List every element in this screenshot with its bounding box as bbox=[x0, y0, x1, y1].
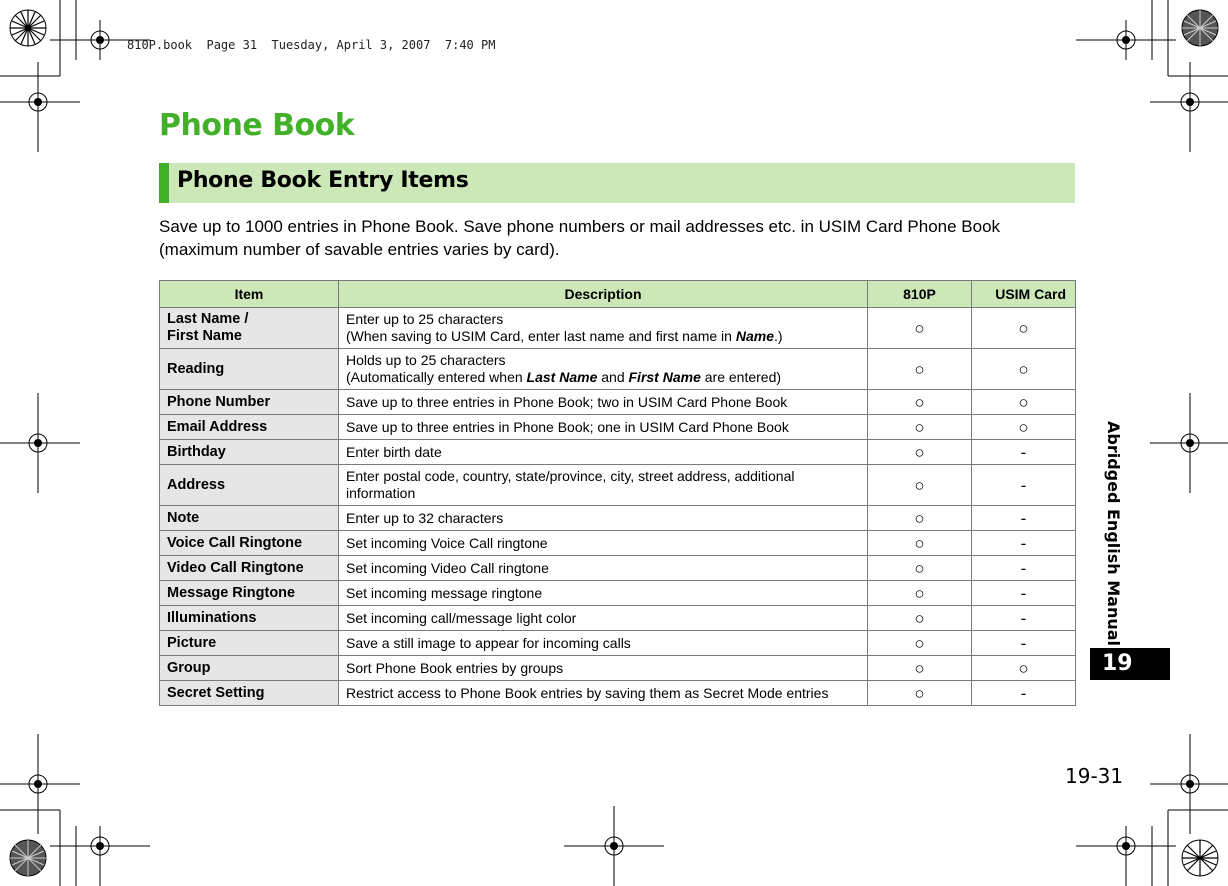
row-810p-support: ○ bbox=[868, 531, 972, 556]
row-810p-support: ○ bbox=[868, 656, 972, 681]
starburst-br bbox=[1182, 840, 1218, 876]
column-header-description: Description bbox=[339, 281, 868, 308]
row-usim-support: - bbox=[972, 581, 1076, 606]
table-row bbox=[160, 349, 1076, 390]
row-item: Note bbox=[160, 506, 339, 531]
table-row bbox=[160, 390, 1076, 415]
desc-text: .) bbox=[773, 328, 783, 344]
starburst-bl bbox=[10, 840, 46, 876]
page-number: 19-31 bbox=[1065, 764, 1124, 788]
row-810p-support: ○ bbox=[868, 681, 972, 706]
row-usim-support: - bbox=[972, 465, 1076, 506]
row-item: Group bbox=[160, 656, 339, 681]
row-810p-support: ○ bbox=[868, 415, 972, 440]
row-description-line: Enter up to 25 characters bbox=[346, 311, 504, 327]
desc-text: and bbox=[597, 369, 629, 385]
table-row bbox=[160, 556, 1076, 581]
print-header: 810P.book Page 31 Tuesday, April 3, 2007 7:40 PM bbox=[127, 38, 496, 52]
row-item: Secret Setting bbox=[160, 681, 339, 706]
row-810p-support: ○ bbox=[868, 506, 972, 531]
row-item: Voice Call Ringtone bbox=[160, 531, 339, 556]
row-usim-support: - bbox=[972, 531, 1076, 556]
registration-mark-bl bbox=[50, 826, 150, 886]
intro-paragraph: Save up to 1000 entries in Phone Book. Save phone numbers or mail addresses etc. in USIM Card Phone Book (maximum number of savable entries varies by card). bbox=[159, 217, 1001, 259]
section-header-bar bbox=[159, 163, 1075, 203]
field-name: First Name bbox=[628, 369, 701, 385]
row-description: Save up to three entries in Phone Book; one in USIM Card Phone Book bbox=[339, 415, 868, 440]
table-row bbox=[160, 606, 1076, 631]
row-description-line bbox=[346, 328, 860, 345]
row-810p-support: ○ bbox=[868, 465, 972, 506]
row-usim-support: - bbox=[972, 631, 1076, 656]
row-description: Set incoming call/message light color bbox=[339, 606, 868, 631]
row-810p-support: ○ bbox=[868, 556, 972, 581]
table-row bbox=[160, 631, 1076, 656]
table-row bbox=[160, 440, 1076, 465]
row-item: Phone Number bbox=[160, 390, 339, 415]
row-usim-support: - bbox=[972, 440, 1076, 465]
row-description: Set incoming message ringtone bbox=[339, 581, 868, 606]
table-row bbox=[160, 506, 1076, 531]
desc-text: (Automatically entered when bbox=[346, 369, 527, 385]
row-description: Sort Phone Book entries by groups bbox=[339, 656, 868, 681]
row-usim-support: ○ bbox=[972, 415, 1076, 440]
chapter-badge bbox=[1090, 648, 1170, 680]
row-810p-support: ○ bbox=[868, 349, 972, 390]
row-810p-support: ○ bbox=[868, 606, 972, 631]
row-item-line: Last Name / bbox=[167, 311, 249, 327]
row-usim-support: ○ bbox=[972, 349, 1076, 390]
registration-mark-br bbox=[1076, 826, 1176, 886]
field-name: Name bbox=[735, 328, 774, 344]
row-usim-support: ○ bbox=[972, 390, 1076, 415]
column-header-item: Item bbox=[160, 281, 339, 308]
row-810p-support: ○ bbox=[868, 631, 972, 656]
starburst-tr bbox=[1182, 10, 1218, 46]
row-description-line: Holds up to 25 characters bbox=[346, 352, 506, 368]
table-row bbox=[160, 581, 1076, 606]
table-row bbox=[160, 531, 1076, 556]
row-description: Save up to three entries in Phone Book; two in USIM Card Phone Book bbox=[339, 390, 868, 415]
row-item: Email Address bbox=[160, 415, 339, 440]
row-description bbox=[339, 308, 868, 349]
row-description: Save a still image to appear for incoming calls bbox=[339, 631, 868, 656]
row-item: Message Ringtone bbox=[160, 581, 339, 606]
desc-text: are entered) bbox=[700, 369, 782, 385]
column-header-810p: 810P bbox=[868, 281, 972, 308]
desc-text: (When saving to USIM Card, enter last name and first name in bbox=[346, 328, 736, 344]
row-item: Illuminations bbox=[160, 606, 339, 631]
table-row bbox=[160, 308, 1076, 349]
row-description: Set incoming Voice Call ringtone bbox=[339, 531, 868, 556]
row-description: Enter up to 32 characters bbox=[339, 506, 868, 531]
row-item-line: First Name bbox=[167, 328, 242, 344]
section-title: Phone Book Entry Items bbox=[177, 168, 469, 193]
table-header-row bbox=[160, 281, 1076, 308]
row-description-line bbox=[346, 369, 860, 386]
row-description: Restrict access to Phone Book entries by saving them as Secret Mode entries bbox=[339, 681, 868, 706]
column-header-usim-card: USIM Card bbox=[972, 281, 1076, 308]
row-item: Birthday bbox=[160, 440, 339, 465]
row-description: Enter postal code, country, state/province, city, street address, additional information bbox=[339, 465, 868, 506]
entry-items-table bbox=[159, 280, 1076, 706]
row-item: Address bbox=[160, 465, 339, 506]
table-row bbox=[160, 656, 1076, 681]
side-tab-label: Abridged English Manual bbox=[1104, 421, 1123, 646]
row-usim-support: - bbox=[972, 556, 1076, 581]
row-description: Set incoming Video Call ringtone bbox=[339, 556, 868, 581]
row-item: Picture bbox=[160, 631, 339, 656]
row-810p-support: ○ bbox=[868, 581, 972, 606]
row-usim-support: ○ bbox=[972, 656, 1076, 681]
row-usim-support: - bbox=[972, 506, 1076, 531]
row-description: Enter birth date bbox=[339, 440, 868, 465]
row-810p-support: ○ bbox=[868, 440, 972, 465]
chapter-number: 19 bbox=[1102, 651, 1133, 676]
row-item: Video Call Ringtone bbox=[160, 556, 339, 581]
table-row bbox=[160, 415, 1076, 440]
row-description bbox=[339, 349, 868, 390]
row-usim-support: ○ bbox=[972, 308, 1076, 349]
table-row bbox=[160, 465, 1076, 506]
field-name: Last Name bbox=[526, 369, 598, 385]
starburst-tl bbox=[10, 10, 46, 46]
page-title: Phone Book bbox=[159, 108, 355, 143]
row-item bbox=[160, 308, 339, 349]
row-usim-support: - bbox=[972, 606, 1076, 631]
row-item: Reading bbox=[160, 349, 339, 390]
row-810p-support: ○ bbox=[868, 390, 972, 415]
row-810p-support: ○ bbox=[868, 308, 972, 349]
row-usim-support: - bbox=[972, 681, 1076, 706]
table-row bbox=[160, 681, 1076, 706]
